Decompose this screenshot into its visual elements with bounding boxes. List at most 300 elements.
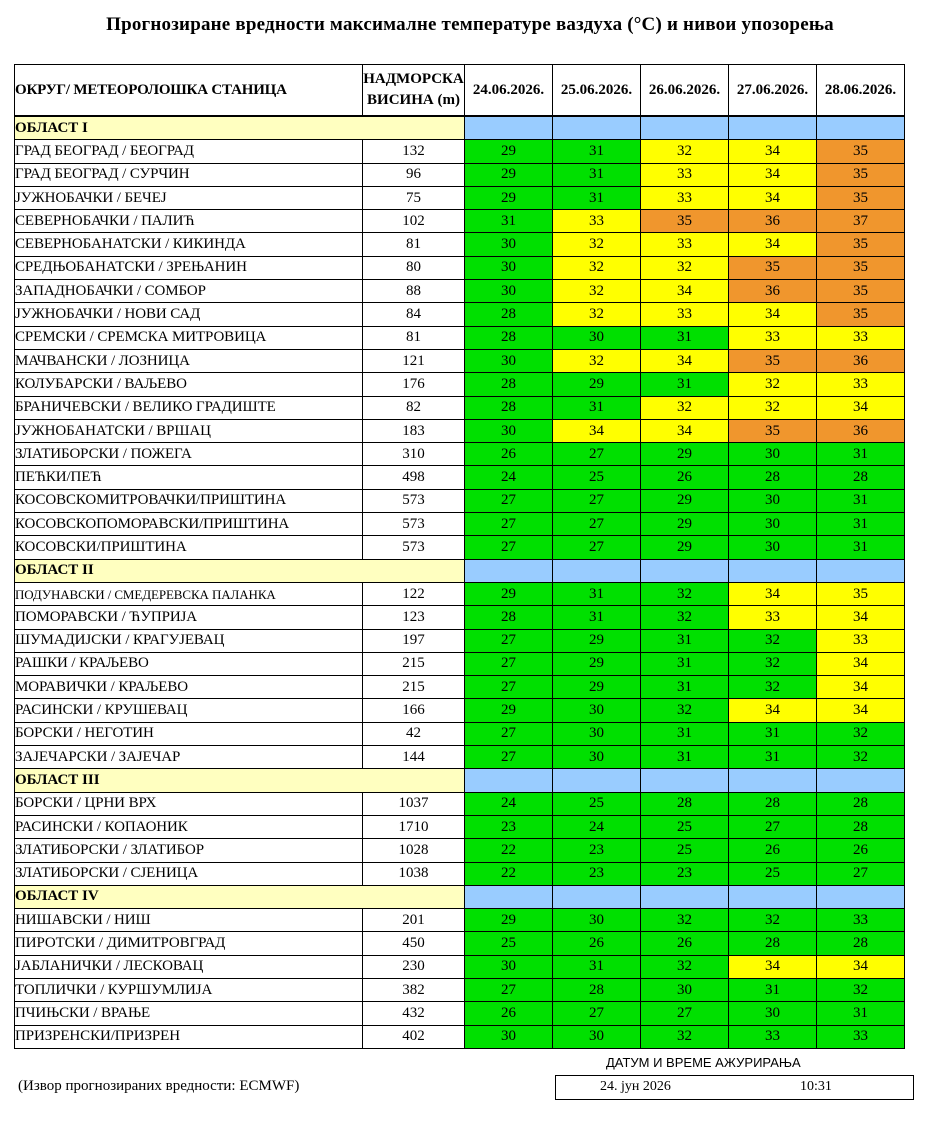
temperature-cell: 30 bbox=[465, 955, 553, 978]
temperature-cell: 34 bbox=[641, 419, 729, 442]
temperature-cell: 31 bbox=[641, 326, 729, 349]
temperature-cell: 25 bbox=[553, 792, 641, 815]
header-date: 28.06.2026. bbox=[817, 65, 905, 117]
temperature-cell: 28 bbox=[729, 466, 817, 489]
update-time: 10:31 bbox=[800, 1079, 832, 1094]
station-name: МОРАВИЧКИ / КРАЉЕВО bbox=[15, 676, 363, 699]
station-name: ЗЛАТИБОРСКИ / ПОЖЕГА bbox=[15, 443, 363, 466]
temperature-cell: 31 bbox=[641, 722, 729, 745]
station-name: ТОПЛИЧКИ / КУРШУМЛИЈА bbox=[15, 978, 363, 1001]
table-row bbox=[15, 839, 905, 862]
station-name: СРЕМСКИ / СРЕМСКА МИТРОВИЦА bbox=[15, 326, 363, 349]
station-name: МАЧВАНСКИ / ЛОЗНИЦА bbox=[15, 349, 363, 372]
header-date: 26.06.2026. bbox=[641, 65, 729, 117]
temperature-cell: 30 bbox=[641, 978, 729, 1001]
temperature-cell: 28 bbox=[465, 326, 553, 349]
temperature-cell: 32 bbox=[729, 652, 817, 675]
table-row bbox=[15, 233, 905, 256]
temperature-cell: 32 bbox=[641, 955, 729, 978]
temperature-cell: 30 bbox=[553, 1025, 641, 1048]
table-row bbox=[15, 862, 905, 885]
temperature-cell: 30 bbox=[465, 1025, 553, 1048]
temperature-cell: 22 bbox=[465, 839, 553, 862]
temperature-cell: 30 bbox=[465, 233, 553, 256]
temperature-cell: 29 bbox=[641, 513, 729, 536]
temperature-cell: 30 bbox=[729, 443, 817, 466]
region-fill-cell bbox=[817, 116, 905, 140]
temperature-cell: 32 bbox=[553, 303, 641, 326]
station-name: ГРАД БЕОГРАД / СУРЧИН bbox=[15, 163, 363, 186]
temperature-cell: 26 bbox=[641, 466, 729, 489]
station-name: СЕВЕРНОБАЧКИ / ПАЛИЋ bbox=[15, 210, 363, 233]
station-name: ЗАПАДНОБАЧКИ / СОМБОР bbox=[15, 280, 363, 303]
temperature-cell: 33 bbox=[641, 303, 729, 326]
temperature-cell: 26 bbox=[465, 443, 553, 466]
temperature-cell: 35 bbox=[817, 582, 905, 605]
temperature-cell: 27 bbox=[465, 629, 553, 652]
temperature-cell: 25 bbox=[553, 466, 641, 489]
temperature-cell: 34 bbox=[817, 396, 905, 419]
station-name: НИШАВСКИ / НИШ bbox=[15, 909, 363, 932]
temperature-cell: 32 bbox=[817, 722, 905, 745]
temperature-cell: 29 bbox=[553, 652, 641, 675]
region-fill-cell bbox=[465, 116, 553, 140]
temperature-cell: 31 bbox=[553, 396, 641, 419]
elevation-cell: 144 bbox=[363, 746, 465, 769]
temperature-cell: 34 bbox=[817, 955, 905, 978]
header-date: 27.06.2026. bbox=[729, 65, 817, 117]
region-fill-cell bbox=[465, 769, 553, 792]
temperature-cell: 34 bbox=[817, 676, 905, 699]
station-name: ЗЛАТИБОРСКИ / СЈЕНИЦА bbox=[15, 862, 363, 885]
temperature-cell: 29 bbox=[641, 443, 729, 466]
temperature-cell: 31 bbox=[817, 1002, 905, 1025]
elevation-cell: 1710 bbox=[363, 815, 465, 838]
region-fill-cell bbox=[641, 559, 729, 582]
temperature-cell: 33 bbox=[817, 373, 905, 396]
page-title: Прогнозиране вредности максималне температуре ваздуха (°C) и нивои упозорења bbox=[106, 14, 834, 35]
temperature-cell: 23 bbox=[465, 815, 553, 838]
header-elevation-line1: НАДМОРСКА bbox=[363, 71, 464, 87]
temperature-cell: 27 bbox=[465, 978, 553, 1001]
table-row bbox=[15, 326, 905, 349]
temperature-cell: 29 bbox=[465, 909, 553, 932]
elevation-cell: 75 bbox=[363, 186, 465, 209]
station-name: ЗЛАТИБОРСКИ / ЗЛАТИБОР bbox=[15, 839, 363, 862]
temperature-cell: 34 bbox=[729, 582, 817, 605]
station-name: СРЕДЊОБАНАТСКИ / ЗРЕЊАНИН bbox=[15, 256, 363, 279]
temperature-cell: 34 bbox=[729, 140, 817, 163]
temperature-cell: 27 bbox=[465, 722, 553, 745]
temperature-cell: 33 bbox=[729, 606, 817, 629]
temperature-cell: 35 bbox=[817, 256, 905, 279]
station-name: ЗАЈЕЧАРСКИ / ЗАЈЕЧАР bbox=[15, 746, 363, 769]
elevation-cell: 81 bbox=[363, 326, 465, 349]
table-body bbox=[15, 116, 905, 1048]
temperature-cell: 32 bbox=[641, 606, 729, 629]
elevation-cell: 122 bbox=[363, 582, 465, 605]
elevation-cell: 80 bbox=[363, 256, 465, 279]
temperature-cell: 32 bbox=[641, 396, 729, 419]
station-name: БОРСКИ / НЕГОТИН bbox=[15, 722, 363, 745]
elevation-cell: 102 bbox=[363, 210, 465, 233]
region-fill-cell bbox=[553, 885, 641, 908]
region-fill-cell bbox=[465, 885, 553, 908]
header-date: 25.06.2026. bbox=[553, 65, 641, 117]
header-station: ОКРУГ/ МЕТЕОРОЛОШКА СТАНИЦА bbox=[15, 65, 363, 117]
table-row bbox=[15, 1002, 905, 1025]
temperature-cell: 33 bbox=[817, 629, 905, 652]
table-row bbox=[15, 652, 905, 675]
temperature-cell: 31 bbox=[553, 140, 641, 163]
temperature-cell: 31 bbox=[817, 536, 905, 559]
temperature-cell: 31 bbox=[553, 955, 641, 978]
region-fill-cell bbox=[553, 559, 641, 582]
table-row bbox=[15, 303, 905, 326]
temperature-cell: 30 bbox=[553, 746, 641, 769]
station-name: ПОДУНАВСКИ / СМЕДЕРЕВСКА ПАЛАНКА bbox=[15, 582, 363, 605]
temperature-cell: 32 bbox=[817, 746, 905, 769]
elevation-cell: 81 bbox=[363, 233, 465, 256]
station-name: ПЧИЊСКИ / ВРАЊЕ bbox=[15, 1002, 363, 1025]
elevation-cell: 573 bbox=[363, 513, 465, 536]
update-box bbox=[555, 1075, 914, 1100]
temperature-cell: 28 bbox=[465, 303, 553, 326]
elevation-cell: 230 bbox=[363, 955, 465, 978]
elevation-cell: 573 bbox=[363, 489, 465, 512]
station-name: ПРИЗРЕНСКИ/ПРИЗРЕН bbox=[15, 1025, 363, 1048]
temperature-cell: 32 bbox=[729, 909, 817, 932]
temperature-cell: 24 bbox=[465, 792, 553, 815]
station-name: ЈАБЛАНИЧКИ / ЛЕСКОВАЦ bbox=[15, 955, 363, 978]
temperature-cell: 30 bbox=[729, 536, 817, 559]
station-name: ЈУЖНОБАЧКИ / НОВИ САД bbox=[15, 303, 363, 326]
table-row bbox=[15, 676, 905, 699]
temperature-cell: 34 bbox=[729, 955, 817, 978]
temperature-cell: 30 bbox=[465, 349, 553, 372]
region-row bbox=[15, 116, 905, 140]
station-name: СЕВЕРНОБАНАТСКИ / КИКИНДА bbox=[15, 233, 363, 256]
table-row bbox=[15, 606, 905, 629]
region-fill-cell bbox=[729, 116, 817, 140]
station-name: ЈУЖНОБАЧКИ / БЕЧЕЈ bbox=[15, 186, 363, 209]
temperature-cell: 30 bbox=[553, 722, 641, 745]
temperature-cell: 25 bbox=[641, 839, 729, 862]
temperature-cell: 28 bbox=[817, 466, 905, 489]
region-name: ОБЛАСТ IV bbox=[15, 885, 465, 908]
temperature-cell: 31 bbox=[641, 676, 729, 699]
temperature-cell: 31 bbox=[817, 489, 905, 512]
station-name: КОЛУБАРСКИ / ВАЉЕВО bbox=[15, 373, 363, 396]
temperature-cell: 32 bbox=[641, 140, 729, 163]
temperature-cell: 32 bbox=[553, 349, 641, 372]
temperature-cell: 28 bbox=[729, 792, 817, 815]
temperature-cell: 31 bbox=[729, 746, 817, 769]
temperature-cell: 27 bbox=[465, 652, 553, 675]
station-name: ГРАД БЕОГРАД / БЕОГРАД bbox=[15, 140, 363, 163]
elevation-cell: 573 bbox=[363, 536, 465, 559]
temperature-cell: 33 bbox=[641, 233, 729, 256]
temperature-cell: 27 bbox=[465, 536, 553, 559]
elevation-cell: 96 bbox=[363, 163, 465, 186]
temperature-table bbox=[14, 64, 905, 1049]
table-row bbox=[15, 396, 905, 419]
temperature-cell: 31 bbox=[465, 210, 553, 233]
table-row bbox=[15, 489, 905, 512]
temperature-cell: 33 bbox=[729, 1025, 817, 1048]
header-date: 24.06.2026. bbox=[465, 65, 553, 117]
temperature-cell: 31 bbox=[817, 443, 905, 466]
table-row bbox=[15, 792, 905, 815]
temperature-cell: 32 bbox=[553, 280, 641, 303]
table-row bbox=[15, 815, 905, 838]
temperature-cell: 35 bbox=[817, 303, 905, 326]
temperature-cell: 35 bbox=[729, 419, 817, 442]
region-row bbox=[15, 885, 905, 908]
temperature-cell: 27 bbox=[729, 815, 817, 838]
table-row bbox=[15, 419, 905, 442]
elevation-cell: 450 bbox=[363, 932, 465, 955]
temperature-cell: 29 bbox=[553, 373, 641, 396]
temperature-cell: 24 bbox=[465, 466, 553, 489]
elevation-cell: 215 bbox=[363, 676, 465, 699]
region-fill-cell bbox=[729, 769, 817, 792]
temperature-cell: 34 bbox=[553, 419, 641, 442]
temperature-cell: 28 bbox=[729, 932, 817, 955]
temperature-cell: 36 bbox=[729, 210, 817, 233]
table-row bbox=[15, 186, 905, 209]
table-row bbox=[15, 349, 905, 372]
temperature-cell: 34 bbox=[641, 280, 729, 303]
temperature-cell: 32 bbox=[641, 699, 729, 722]
temperature-cell: 37 bbox=[817, 210, 905, 233]
temperature-cell: 27 bbox=[465, 513, 553, 536]
table-row bbox=[15, 978, 905, 1001]
temperature-cell: 31 bbox=[553, 582, 641, 605]
table-row bbox=[15, 746, 905, 769]
elevation-cell: 402 bbox=[363, 1025, 465, 1048]
temperature-cell: 31 bbox=[641, 652, 729, 675]
elevation-cell: 1028 bbox=[363, 839, 465, 862]
temperature-cell: 29 bbox=[465, 163, 553, 186]
temperature-cell: 31 bbox=[729, 722, 817, 745]
table-row bbox=[15, 629, 905, 652]
elevation-cell: 1037 bbox=[363, 792, 465, 815]
elevation-cell: 1038 bbox=[363, 862, 465, 885]
table-row bbox=[15, 909, 905, 932]
elevation-cell: 382 bbox=[363, 978, 465, 1001]
temperature-cell: 35 bbox=[729, 256, 817, 279]
temperature-cell: 30 bbox=[553, 326, 641, 349]
station-name: ЈУЖНОБАНАТСКИ / ВРШАЦ bbox=[15, 419, 363, 442]
temperature-cell: 28 bbox=[817, 815, 905, 838]
temperature-cell: 32 bbox=[641, 1025, 729, 1048]
elevation-cell: 123 bbox=[363, 606, 465, 629]
temperature-cell: 32 bbox=[817, 978, 905, 1001]
region-fill-cell bbox=[729, 885, 817, 908]
elevation-cell: 88 bbox=[363, 280, 465, 303]
update-label: ДАТУМ И ВРЕМЕ АЖУРИРАЊА bbox=[606, 1055, 801, 1070]
table-row bbox=[15, 443, 905, 466]
temperature-cell: 27 bbox=[553, 536, 641, 559]
update-date: 24. јун 2026 bbox=[600, 1079, 671, 1094]
temperature-cell: 28 bbox=[641, 792, 729, 815]
elevation-cell: 166 bbox=[363, 699, 465, 722]
temperature-cell: 32 bbox=[729, 629, 817, 652]
region-fill-cell bbox=[465, 559, 553, 582]
temperature-cell: 28 bbox=[465, 606, 553, 629]
temperature-cell: 36 bbox=[817, 349, 905, 372]
station-name: БРАНИЧЕВСКИ / ВЕЛИКО ГРАДИШТЕ bbox=[15, 396, 363, 419]
temperature-cell: 31 bbox=[817, 513, 905, 536]
temperature-cell: 30 bbox=[729, 513, 817, 536]
elevation-cell: 132 bbox=[363, 140, 465, 163]
table-row bbox=[15, 140, 905, 163]
temperature-cell: 27 bbox=[465, 746, 553, 769]
station-name: КОСОВСКОМИТРОВАЧКИ/ПРИШТИНА bbox=[15, 489, 363, 512]
temperature-cell: 34 bbox=[729, 186, 817, 209]
temperature-cell: 27 bbox=[553, 513, 641, 536]
temperature-cell: 31 bbox=[729, 978, 817, 1001]
region-fill-cell bbox=[817, 885, 905, 908]
temperature-cell: 28 bbox=[817, 932, 905, 955]
temperature-cell: 35 bbox=[817, 233, 905, 256]
table-row bbox=[15, 582, 905, 605]
temperature-cell: 31 bbox=[553, 163, 641, 186]
table-row bbox=[15, 373, 905, 396]
temperature-cell: 27 bbox=[553, 1002, 641, 1025]
temperature-cell: 32 bbox=[553, 256, 641, 279]
temperature-cell: 33 bbox=[817, 326, 905, 349]
region-fill-cell bbox=[729, 559, 817, 582]
temperature-cell: 26 bbox=[729, 839, 817, 862]
temperature-cell: 30 bbox=[553, 909, 641, 932]
temperature-cell: 29 bbox=[641, 489, 729, 512]
temperature-cell: 34 bbox=[817, 699, 905, 722]
temperature-cell: 30 bbox=[729, 1002, 817, 1025]
temperature-cell: 28 bbox=[553, 978, 641, 1001]
station-name: РАШКИ / КРАЉЕВО bbox=[15, 652, 363, 675]
region-name: ОБЛАСТ I bbox=[15, 116, 465, 140]
station-name: ПОМОРАВСКИ / ЋУПРИЈА bbox=[15, 606, 363, 629]
temperature-cell: 28 bbox=[465, 373, 553, 396]
temperature-cell: 32 bbox=[729, 373, 817, 396]
temperature-cell: 23 bbox=[641, 862, 729, 885]
temperature-cell: 33 bbox=[817, 909, 905, 932]
elevation-cell: 183 bbox=[363, 419, 465, 442]
temperature-cell: 32 bbox=[553, 233, 641, 256]
station-name: БОРСКИ / ЦРНИ ВРХ bbox=[15, 792, 363, 815]
temperature-cell: 31 bbox=[641, 373, 729, 396]
table-row bbox=[15, 210, 905, 233]
elevation-cell: 176 bbox=[363, 373, 465, 396]
elevation-cell: 42 bbox=[363, 722, 465, 745]
temperature-cell: 34 bbox=[817, 606, 905, 629]
temperature-cell: 31 bbox=[641, 629, 729, 652]
table-row bbox=[15, 163, 905, 186]
temperature-cell: 26 bbox=[553, 932, 641, 955]
temperature-cell: 34 bbox=[817, 652, 905, 675]
temperature-cell: 29 bbox=[641, 536, 729, 559]
region-fill-cell bbox=[817, 559, 905, 582]
temperature-cell: 27 bbox=[553, 443, 641, 466]
temperature-cell: 29 bbox=[465, 186, 553, 209]
station-name: ПЕЋКИ/ПЕЋ bbox=[15, 466, 363, 489]
region-fill-cell bbox=[553, 769, 641, 792]
temperature-cell: 34 bbox=[729, 303, 817, 326]
elevation-cell: 310 bbox=[363, 443, 465, 466]
temperature-cell: 31 bbox=[641, 746, 729, 769]
elevation-cell: 197 bbox=[363, 629, 465, 652]
elevation-cell: 215 bbox=[363, 652, 465, 675]
table-row bbox=[15, 932, 905, 955]
temperature-cell: 32 bbox=[641, 256, 729, 279]
temperature-cell: 35 bbox=[817, 140, 905, 163]
station-name: КОСОВСКОПОМОРАВСКИ/ПРИШТИНА bbox=[15, 513, 363, 536]
temperature-cell: 25 bbox=[641, 815, 729, 838]
temperature-cell: 29 bbox=[553, 676, 641, 699]
temperature-cell: 34 bbox=[729, 699, 817, 722]
temperature-cell: 33 bbox=[729, 326, 817, 349]
temperature-cell: 29 bbox=[465, 582, 553, 605]
temperature-cell: 29 bbox=[465, 140, 553, 163]
temperature-cell: 29 bbox=[465, 699, 553, 722]
elevation-cell: 432 bbox=[363, 1002, 465, 1025]
elevation-cell: 82 bbox=[363, 396, 465, 419]
temperature-cell: 30 bbox=[465, 280, 553, 303]
region-name: ОБЛАСТ III bbox=[15, 769, 465, 792]
temperature-cell: 23 bbox=[553, 862, 641, 885]
table-row bbox=[15, 536, 905, 559]
station-name: РАСИНСКИ / КРУШЕВАЦ bbox=[15, 699, 363, 722]
temperature-cell: 34 bbox=[641, 349, 729, 372]
temperature-cell: 35 bbox=[729, 349, 817, 372]
region-name: ОБЛАСТ II bbox=[15, 559, 465, 582]
table-row bbox=[15, 699, 905, 722]
temperature-cell: 34 bbox=[729, 233, 817, 256]
header-elevation-line2: ВИСИНА (m) bbox=[367, 92, 460, 108]
table-row bbox=[15, 256, 905, 279]
table-row bbox=[15, 955, 905, 978]
temperature-cell: 32 bbox=[729, 396, 817, 419]
temperature-cell: 28 bbox=[817, 792, 905, 815]
temperature-cell: 25 bbox=[729, 862, 817, 885]
temperature-cell: 25 bbox=[465, 932, 553, 955]
temperature-cell: 27 bbox=[817, 862, 905, 885]
temperature-cell: 33 bbox=[553, 210, 641, 233]
temperature-cell: 26 bbox=[817, 839, 905, 862]
table-row bbox=[15, 280, 905, 303]
table-row bbox=[15, 466, 905, 489]
region-fill-cell bbox=[641, 116, 729, 140]
temperature-cell: 35 bbox=[817, 280, 905, 303]
elevation-cell: 84 bbox=[363, 303, 465, 326]
region-row bbox=[15, 769, 905, 792]
temperature-cell: 27 bbox=[641, 1002, 729, 1025]
temperature-cell: 31 bbox=[553, 186, 641, 209]
temperature-cell: 35 bbox=[817, 163, 905, 186]
temperature-cell: 31 bbox=[553, 606, 641, 629]
temperature-cell: 28 bbox=[465, 396, 553, 419]
temperature-cell: 33 bbox=[641, 186, 729, 209]
temperature-cell: 35 bbox=[817, 186, 905, 209]
temperature-cell: 32 bbox=[641, 582, 729, 605]
temperature-cell: 30 bbox=[553, 699, 641, 722]
region-fill-cell bbox=[641, 769, 729, 792]
station-name: КОСОВСКИ/ПРИШТИНА bbox=[15, 536, 363, 559]
temperature-cell: 32 bbox=[729, 676, 817, 699]
temperature-cell: 36 bbox=[729, 280, 817, 303]
